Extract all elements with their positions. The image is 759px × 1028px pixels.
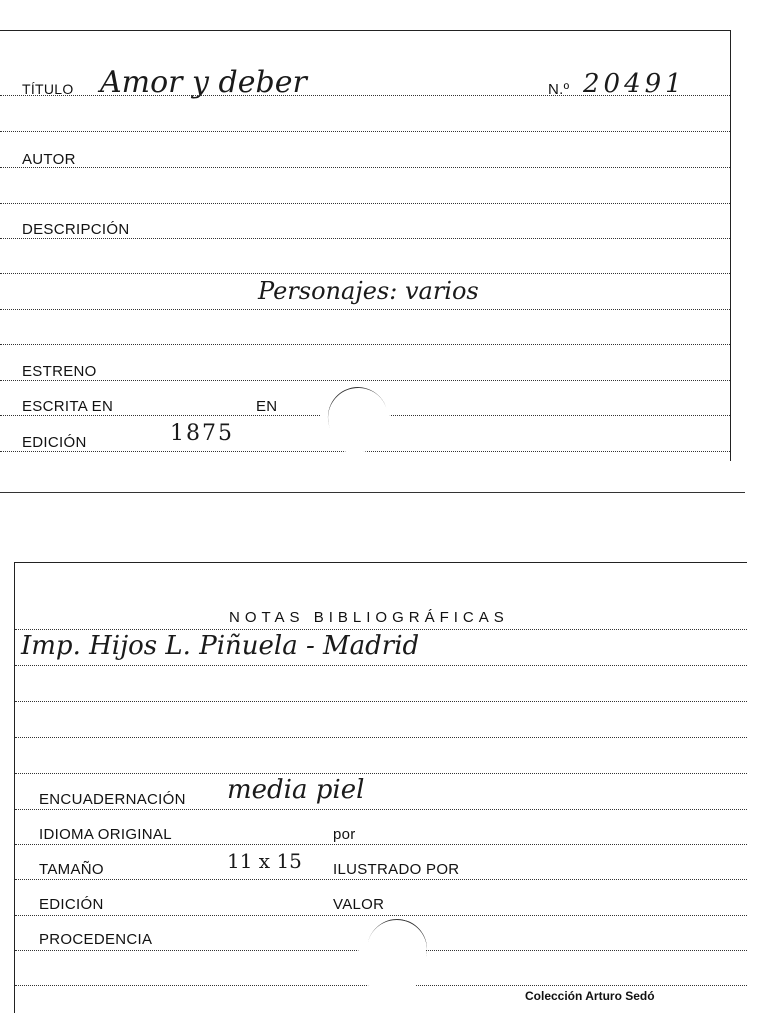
size-label: TAMAÑO [39, 861, 104, 878]
back-card [14, 562, 747, 1013]
number-value: 20491 [583, 69, 686, 99]
ruled-line [0, 344, 730, 345]
description-value: Personajes: varios [258, 277, 479, 305]
author-label: AUTOR [22, 151, 76, 168]
ruled-line [15, 665, 747, 666]
en-label: EN [256, 398, 278, 415]
written-in-label: ESCRITA EN [22, 398, 114, 415]
ruled-line [15, 915, 747, 916]
size-value: 11 x 15 [227, 849, 302, 873]
provenance-label: PROCEDENCIA [39, 931, 153, 948]
number-prefix: N.º [548, 81, 570, 98]
punch-hole-arc [319, 379, 396, 457]
collection-credit: Colección Arturo Sedó [525, 989, 655, 1003]
ruled-line [0, 309, 730, 310]
value-label: VALOR [333, 896, 385, 913]
ruled-line [15, 701, 747, 702]
binding-value: media piel [227, 775, 365, 805]
ruled-line [15, 879, 747, 880]
ruled-line [0, 167, 730, 168]
edition-value: 1875 [170, 421, 234, 446]
edition-label: EDICIÓN [22, 434, 87, 451]
por-label: por [333, 826, 356, 843]
original-language-label: IDIOMA ORIGINAL [39, 826, 172, 843]
title-value: Amor y deber [100, 65, 307, 100]
card-separator [0, 492, 745, 493]
ruled-line [15, 844, 747, 845]
front-card [0, 30, 731, 461]
illustrated-label: ILUSTRADO POR [333, 861, 460, 878]
binding-label: ENCUADERNACIÓN [39, 791, 186, 808]
ruled-line [15, 737, 747, 738]
ruled-line [0, 380, 730, 381]
notes-value: Imp. Hijos L. Piñuela - Madrid [21, 631, 420, 661]
ruled-line [0, 131, 730, 132]
ruled-line [0, 238, 730, 239]
notes-heading: NOTAS BIBLIOGRÁFICAS [229, 609, 509, 626]
description-label: DESCRIPCIÓN [22, 221, 130, 238]
ruled-line [15, 629, 747, 630]
ruled-line [15, 773, 747, 774]
ruled-line [0, 203, 730, 204]
edition-label: EDICIÓN [39, 896, 104, 913]
ruled-line [0, 273, 730, 274]
ruled-line [15, 809, 747, 810]
title-label: TÍTULO [22, 81, 74, 97]
premiere-label: ESTRENO [22, 363, 97, 380]
